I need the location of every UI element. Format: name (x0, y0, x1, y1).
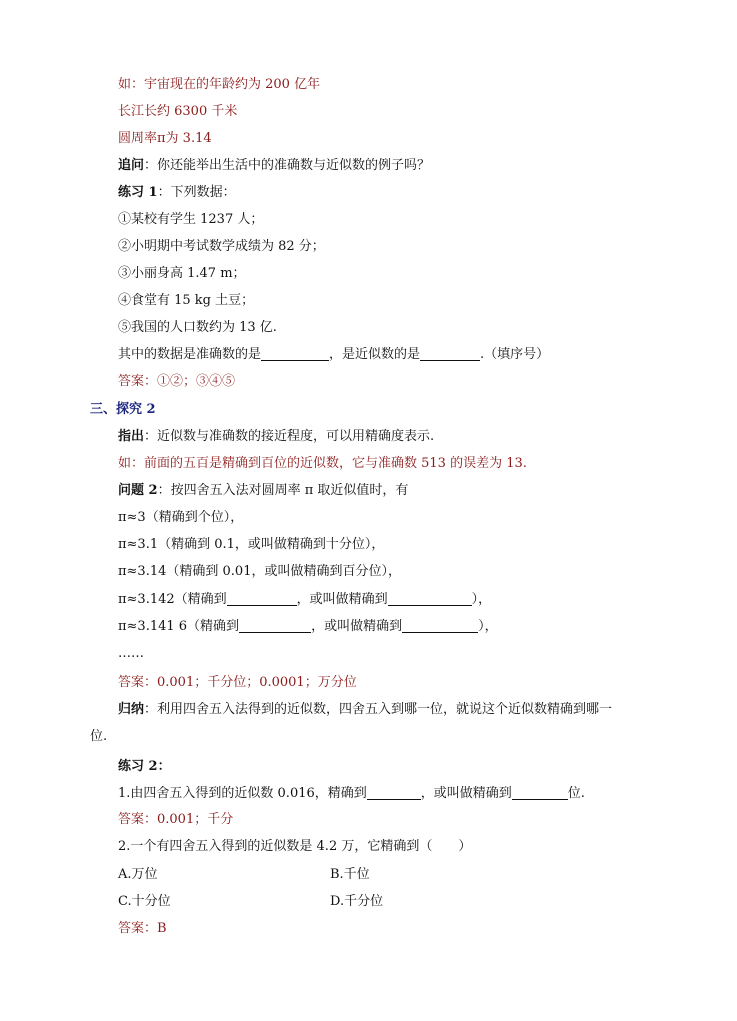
answer-blank[interactable] (512, 785, 568, 800)
pi5-text-b: ，或叫做精确到 (311, 619, 403, 634)
point-text: ：近似数与准确数的接近程度，可以用精确度表示. (144, 429, 435, 444)
practice-2-heading: 练习 2： (118, 759, 171, 774)
answer-2: 答案：0.001；千分位；0.0001；万分位 (118, 675, 357, 690)
practice-1-heading (118, 184, 236, 202)
example-pi-value: 圆周率π为 3.14 (118, 131, 212, 146)
answer-3: 答案：0.001；千分 (118, 812, 234, 827)
pi5-text-a: π≈3.141 6（精确到 (118, 619, 240, 634)
pi-approx-1: π≈3（精确到个位）， (118, 510, 244, 525)
p2q1-text-c: 位. (567, 786, 585, 801)
p2q1-text-b: ，或叫做精确到 (420, 786, 512, 801)
practice-1-question (118, 346, 549, 364)
option-c[interactable]: C.十分位 (118, 894, 171, 909)
answer-blank[interactable] (420, 346, 480, 361)
pi4-text-a: π≈3.142（精确到 (118, 592, 227, 607)
pi4-text-c: ）， (471, 592, 492, 607)
practice-2-question-1 (118, 785, 585, 803)
question-text-c: .（填序号） (480, 347, 550, 362)
answer-blank[interactable] (388, 591, 472, 606)
summary-text-1: ：利用四舍五入法得到的近似数，四舍五入到哪一位，就说这个近似数精确到哪一 (144, 702, 613, 717)
question-text-a: 其中的数据是准确数的是 (118, 347, 262, 362)
problem-2-text: ：按四舍五入法对圆周率 π 取近似值时，有 (157, 483, 409, 498)
pi-approx-4 (118, 591, 491, 609)
example-universe-age: 如：宇宙现在的年龄约为 200 亿年 (118, 77, 321, 92)
answer-blank[interactable] (227, 591, 297, 606)
option-d[interactable]: D.千分位 (330, 894, 384, 909)
answer-blank[interactable] (239, 618, 311, 633)
problem-2-label: 问题 2 (118, 483, 158, 498)
answer-blank[interactable] (402, 618, 478, 633)
example-error: 如：前面的五百是精确到百位的近似数，它与准确数 513 的误差为 13. (118, 456, 527, 471)
practice-1-label: 练习 1 (118, 185, 158, 200)
option-b[interactable]: B.千位 (330, 867, 370, 882)
example-yangtze-length: 长江长约 6300 千米 (118, 104, 238, 119)
option-a[interactable]: A.万位 (118, 867, 158, 882)
practice-1-item-2: ②小明期中考试数学成绩为 82 分； (118, 239, 325, 254)
options-row-1 (118, 866, 538, 884)
followup-question (118, 157, 430, 175)
practice-1-item-3: ③小丽身高 1.47 m； (118, 266, 246, 281)
summary-line-2: 位. (90, 729, 108, 744)
answer-blank[interactable] (367, 785, 421, 800)
practice-2-question-2: 2.一个有四舍五入得到的近似数是 4.2 万，它精确到（ ） (118, 839, 472, 854)
summary-label: 归纳 (118, 702, 145, 717)
practice-1-item-1: ①某校有学生 1237 人； (118, 212, 264, 227)
pi-approx-3: π≈3.14（精确到 0.01，或叫做精确到百分位）， (118, 564, 401, 579)
problem-2 (118, 482, 408, 500)
practice-1-text: ：下列数据： (157, 185, 236, 200)
pi-approx-2: π≈3.1（精确到 0.1，或叫做精确到十分位）， (118, 537, 385, 552)
p2q1-text-a: 1.由四舍五入得到的近似数 0.016，精确到 (118, 786, 367, 801)
practice-1-item-5: ⑤我国的人口数约为 13 亿. (118, 320, 277, 335)
point-label: 指出 (118, 429, 145, 444)
pi-approx-5 (118, 618, 498, 636)
answer-4: 答案：B (118, 921, 167, 936)
followup-label: 追问 (118, 158, 145, 173)
summary-line-1 (118, 701, 612, 719)
pi5-text-c: ）， (478, 619, 498, 634)
ellipsis: …… (118, 646, 144, 661)
pi4-text-b: ，或叫做精确到 (296, 592, 388, 607)
answer-1: 答案：①②；③④⑤ (118, 374, 236, 389)
question-text-b: ，是近似数的是 (329, 347, 421, 362)
section-heading-explore-2: 三、探究 2 (90, 402, 156, 417)
point-out (118, 428, 434, 446)
followup-text: ：你还能举出生活中的准确数与近似数的例子吗？ (144, 158, 431, 173)
options-row-2 (118, 893, 538, 911)
answer-blank[interactable] (261, 346, 329, 361)
practice-1-item-4: ④食堂有 15 kg 土豆； (118, 293, 255, 308)
